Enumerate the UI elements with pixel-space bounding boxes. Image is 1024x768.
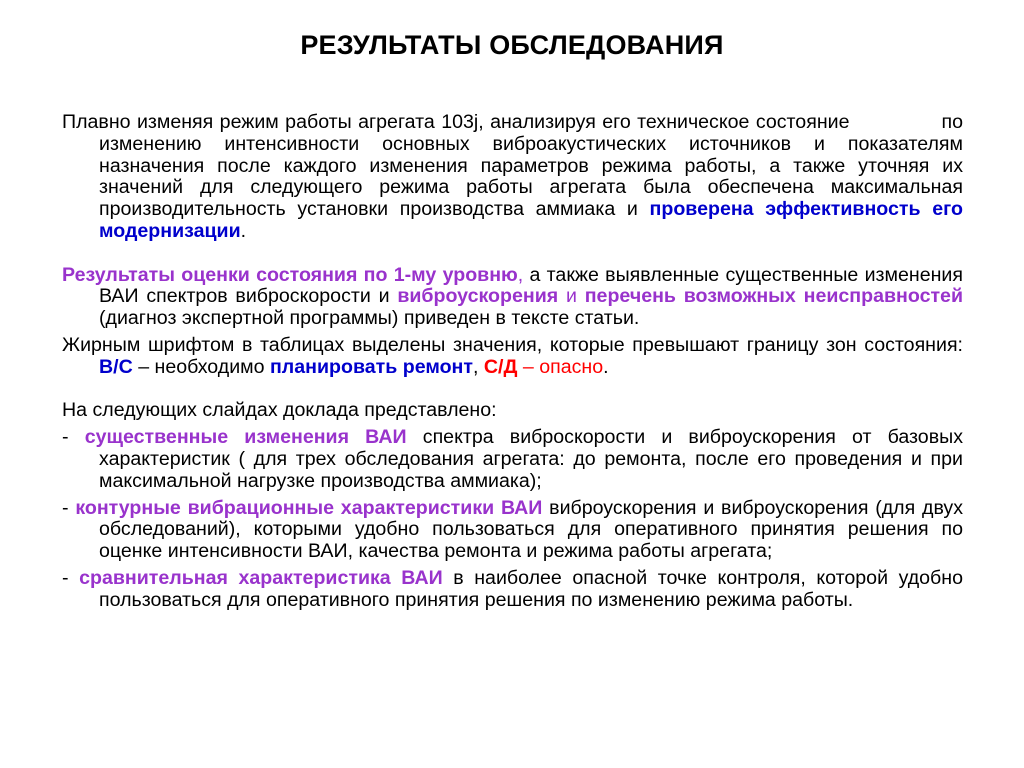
- para2-and: и: [558, 285, 585, 308]
- para1-text-a: Плавно изменяя режим работы агрегата 103j, анализируя его техническое состояние: [62, 111, 850, 133]
- list-item-text: виброускорения и виброускорения (для двух обследований), которыми удобно пользоваться для оперативного принятия решения по оценке интенсивности ВАИ, качества ремонта и режима работы агрегата;: [99, 496, 964, 563]
- list-item-text: спектра виброскорости и виброускорения от базовых характеристик ( для трех обследования агрегата: до ремонта, после его проведения и при максимальной нагрузке производства аммиака);: [99, 426, 963, 492]
- para2-highlight-level: Результаты оценки состояния по 1-му уровню: [62, 263, 518, 286]
- list-item-spectrum-changes: [62, 427, 963, 492]
- para3-text-c: ,: [472, 355, 484, 378]
- para1-highlight: проверена эффективность его модернизации: [99, 198, 963, 242]
- slide-title: РЕЗУЛЬТАТЫ ОБСЛЕДОВАНИЯ: [300, 30, 724, 60]
- para3-zone-bc: В/С: [99, 355, 133, 378]
- list-dash: -: [62, 566, 80, 589]
- para1-text-b: по изменению интенсивности основных виброакустических источников и показателям назначения после каждого изменения параметров режима работы, а также уточняя их значений для следующего режима работы агрегата была обеспечена максимальная производительность установки производства аммиака и: [99, 111, 963, 221]
- list-dash: -: [62, 496, 76, 519]
- para2-text-b: (диагноз экспертной программы) приведен в тексте статьи.: [99, 307, 640, 330]
- paragraph-intro-next-slides: На следующих слайдах доклада представлено:: [62, 399, 497, 422]
- spacer: [62, 243, 963, 265]
- para3-text-b: – необходимо: [132, 355, 270, 378]
- list-item-highlight: сравнительная характеристика ВАИ: [79, 566, 443, 589]
- list-item-comparative-characteristic: [62, 568, 963, 612]
- list-item-highlight: контурные вибрационные характеристики ВАИ: [75, 496, 543, 519]
- paragraph-modernization: [62, 112, 963, 243]
- para1-end: .: [240, 219, 247, 242]
- paragraph-bold-values: [62, 335, 963, 379]
- para2-text-a: а также выявленные существенные изменения ВАИ спектров виброскорости и: [99, 263, 963, 308]
- para2-highlight-accel: виброускорения: [397, 285, 559, 308]
- list-item-text: в наиболее опасной точке контроля, которой удобно пользоваться для оперативного принятия решения по изменению режима работы.: [99, 566, 963, 611]
- list-item-highlight: существенные изменения ВАИ: [84, 426, 407, 449]
- list-dash: -: [62, 426, 85, 449]
- para2-highlight-faults: перечень возможных неисправностей: [584, 285, 964, 308]
- para3-end: .: [603, 355, 609, 378]
- para3-dangerous: – опасно: [517, 355, 604, 378]
- para3-zone-cd: С/Д: [483, 355, 518, 378]
- list-item-contour-characteristics: [62, 498, 963, 563]
- slide-body: [62, 112, 963, 612]
- para3-plan-repair: планировать ремонт: [269, 355, 473, 378]
- para3-text-a: Жирным шрифтом в таблицах выделены значения, которые превышают границу зон состояния:: [62, 333, 963, 356]
- spacer: [62, 379, 963, 401]
- para2-comma: ,: [517, 263, 530, 286]
- paragraph-results-level1: [62, 265, 963, 330]
